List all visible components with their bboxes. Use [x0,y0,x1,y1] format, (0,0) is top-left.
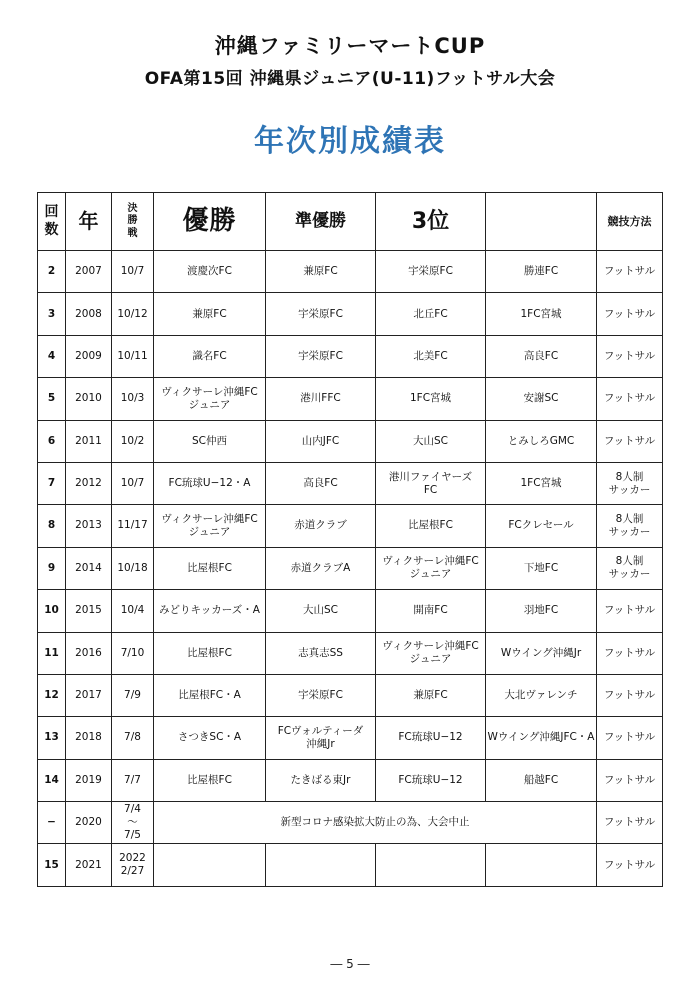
cell-winner: ヴィクサーレ沖縄FC ジュニア [154,505,266,547]
cell-runner-up: FCヴォルティーダ 沖縄Jr [266,717,376,759]
cell-winner: みどりキッカーズ・A [154,590,266,632]
cell-runner-up: たきばる東Jr [266,759,376,801]
cell-final-date: 7/7 [112,759,154,801]
table-row [38,378,663,420]
cell-fourth: Wウイング沖縄Jr [486,632,597,674]
cell-runner-up: 兼原FC [266,251,376,293]
cell-fourth: 高良FC [486,335,597,377]
cell-year: 2021 [66,844,112,886]
header-third: 3位 [376,193,486,251]
cell-kai: 13 [38,717,66,759]
cell-year: 2020 [66,802,112,844]
cell-third [376,844,486,886]
cell-final-date: 10/7 [112,462,154,504]
cell-final-date: 10/4 [112,590,154,632]
cell-third: 北美FC [376,335,486,377]
cell-kai: 10 [38,590,66,632]
cell-fourth: 下地FC [486,547,597,589]
cell-third: 宇栄原FC [376,251,486,293]
cell-runner-up: 宇栄原FC [266,335,376,377]
cell-third: 1FC宮城 [376,378,486,420]
table-row [38,251,663,293]
cell-runner-up: 宇栄原FC [266,293,376,335]
cell-winner: 比屋根FC [154,632,266,674]
cell-fourth: 1FC宮城 [486,293,597,335]
cell-fourth: 大北ヴァレンチ [486,674,597,716]
cell-fourth [486,844,597,886]
cell-year: 2011 [66,420,112,462]
cell-method: フットサル [597,632,663,674]
cell-third: 北丘FC [376,293,486,335]
cell-winner: 兼原FC [154,293,266,335]
cell-fourth: FCクレセール [486,505,597,547]
cell-kai: 9 [38,547,66,589]
cell-fourth: とみしろGMC [486,420,597,462]
cell-method: フットサル [597,293,663,335]
cell-final-date: 10/3 [112,378,154,420]
cell-winner: 比屋根FC [154,759,266,801]
cell-method: フットサル [597,674,663,716]
header-fourth [486,193,597,251]
cell-year: 2018 [66,717,112,759]
table-row [38,590,663,632]
cell-fourth: 勝連FC [486,251,597,293]
cell-kai: 4 [38,335,66,377]
cell-final-date: 7/9 [112,674,154,716]
cell-method: 8人制 サッカー [597,462,663,504]
cell-final-date: 10/7 [112,251,154,293]
cell-cancel-note: 新型コロナ感染拡大防止の為、大会中止 [154,802,597,844]
header-method: 競技方法 [597,193,663,251]
header-year: 年 [66,193,112,251]
table-row [38,632,663,674]
header-final-date: 決 勝 戦 [112,193,154,251]
cell-runner-up: 高良FC [266,462,376,504]
header-kai: 回 数 [38,193,66,251]
cell-winner: 渡慶次FC [154,251,266,293]
cell-winner: ヴィクサーレ沖縄FC ジュニア [154,378,266,420]
cell-kai: 11 [38,632,66,674]
cell-runner-up: 志真志SS [266,632,376,674]
cell-winner: さつきSC・A [154,717,266,759]
cell-third: 開南FC [376,590,486,632]
table-row [38,420,663,462]
cell-year: 2013 [66,505,112,547]
cell-final-date: 2022 2/27 [112,844,154,886]
cell-fourth: 安謝SC [486,378,597,420]
cell-year: 2019 [66,759,112,801]
cell-kai: 14 [38,759,66,801]
cell-year: 2009 [66,335,112,377]
cell-fourth: 船越FC [486,759,597,801]
cell-method: 8人制 サッカー [597,505,663,547]
cell-kai: 3 [38,293,66,335]
cell-final-date: 10/2 [112,420,154,462]
cell-year: 2012 [66,462,112,504]
tournament-title: 沖縄ファミリーマートCUP [214,34,486,58]
cell-method: フットサル [597,759,663,801]
cell-method: フットサル [597,802,663,844]
header-runner-up: 準優勝 [266,193,376,251]
cell-method: フットサル [597,717,663,759]
cell-year: 2016 [66,632,112,674]
cell-final-date: 10/12 [112,293,154,335]
cell-runner-up [266,844,376,886]
page-title: 年次別成績表 [254,124,446,159]
cell-method: フットサル [597,844,663,886]
cell-third: FC琉球U−12 [376,759,486,801]
cell-winner: 識名FC [154,335,266,377]
cell-year: 2015 [66,590,112,632]
cell-method: フットサル [597,590,663,632]
cell-winner [154,844,266,886]
cell-method: 8人制 サッカー [597,547,663,589]
cell-kai: 12 [38,674,66,716]
cell-runner-up: 山内JFC [266,420,376,462]
table-row [38,674,663,716]
cell-kai: 6 [38,420,66,462]
cell-third: 兼原FC [376,674,486,716]
cell-runner-up: 赤道クラブ [266,505,376,547]
cell-runner-up: 赤道クラブA [266,547,376,589]
cell-final-date: 11/17 [112,505,154,547]
cell-winner: FC琉球U−12・A [154,462,266,504]
cell-third: FC琉球U−12 [376,717,486,759]
cell-winner: 比屋根FC・A [154,674,266,716]
results-table [37,192,663,887]
cell-final-date: 7/8 [112,717,154,759]
cell-final-date: 7/10 [112,632,154,674]
cell-final-date: 10/11 [112,335,154,377]
header-winner: 優勝 [154,193,266,251]
cell-third: ヴィクサーレ沖縄FC ジュニア [376,547,486,589]
table-row-2020 [38,802,663,844]
cell-kai: 7 [38,462,66,504]
table-row [38,547,663,589]
table-row [38,293,663,335]
cell-fourth: 羽地FC [486,590,597,632]
cell-final-date: 10/18 [112,547,154,589]
table-row [38,335,663,377]
table-row [38,505,663,547]
cell-kai: 5 [38,378,66,420]
cell-winner: SC仲西 [154,420,266,462]
cell-kai: 8 [38,505,66,547]
cell-runner-up: 大山SC [266,590,376,632]
cell-method: フットサル [597,378,663,420]
table-header-row [38,193,663,251]
table-row-2021 [38,844,663,886]
cell-method: フットサル [597,420,663,462]
cell-fourth: Wウイング沖縄JFC・A [486,717,597,759]
cell-kai: − [38,802,66,844]
cell-third: 大山SC [376,420,486,462]
cell-fourth: 1FC宮城 [486,462,597,504]
page-number: ― 5 ― [330,957,370,971]
cell-year: 2017 [66,674,112,716]
cell-kai: 2 [38,251,66,293]
cell-year: 2010 [66,378,112,420]
cell-year: 2007 [66,251,112,293]
cell-runner-up: 宇栄原FC [266,674,376,716]
table-row [38,462,663,504]
cell-third: 港川ファイヤーズ FC [376,462,486,504]
table-row [38,759,663,801]
cell-method: フットサル [597,251,663,293]
cell-winner: 比屋根FC [154,547,266,589]
cell-third: 比屋根FC [376,505,486,547]
cell-third: ヴィクサーレ沖縄FC ジュニア [376,632,486,674]
cell-year: 2008 [66,293,112,335]
cell-runner-up: 港川FFC [266,378,376,420]
cell-kai: 15 [38,844,66,886]
table-row [38,717,663,759]
cell-final-date: 7/4 〜 7/5 [112,802,154,844]
cell-year: 2014 [66,547,112,589]
cell-method: フットサル [597,335,663,377]
tournament-subtitle: OFA第15回 沖縄県ジュニア(U-11)フットサル大会 [144,69,556,89]
